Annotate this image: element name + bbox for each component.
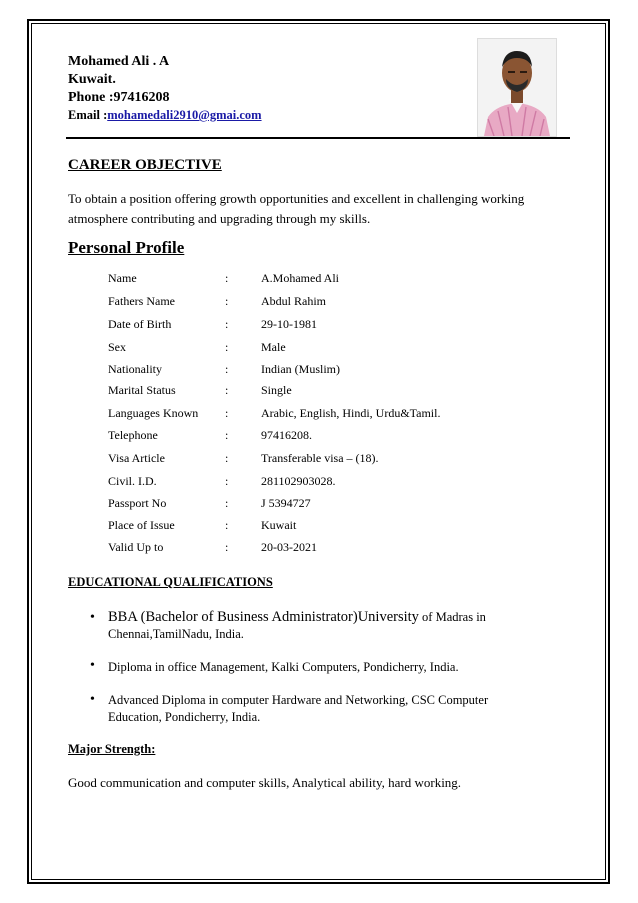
major-strength-heading: Major Strength: <box>68 742 156 756</box>
profile-value: J 5394727 <box>261 496 311 510</box>
profile-key: Nationality <box>108 362 162 376</box>
profile-separator: : <box>225 294 229 308</box>
education-item-advanced-diploma <box>108 692 568 726</box>
education-item-detail: Diploma in office Management, Kalki Computers, Pondicherry, India. <box>108 660 459 674</box>
profile-separator: : <box>225 474 229 488</box>
profile-value: 20-03-2021 <box>261 540 317 554</box>
bullet-icon: • <box>90 610 95 625</box>
profile-key: Telephone <box>108 428 158 442</box>
profile-value: Male <box>261 340 286 354</box>
profile-value: Abdul Rahim <box>261 294 326 308</box>
profile-separator: : <box>225 340 229 354</box>
profile-key: Passport No <box>108 496 167 510</box>
profile-key: Date of Birth <box>108 317 172 331</box>
profile-value: 281102903028. <box>261 474 336 488</box>
education-heading: EDUCATIONAL QUALIFICATIONS <box>68 575 273 589</box>
profile-key: Visa Article <box>108 451 165 465</box>
education-item-bba <box>108 609 568 643</box>
email-link[interactable]: mohamedali2910@gmai.com <box>107 108 262 122</box>
profile-key: Languages Known <box>108 406 199 420</box>
bullet-icon: • <box>90 692 95 707</box>
profile-key: Sex <box>108 340 126 354</box>
profile-separator: : <box>225 271 229 285</box>
profile-separator: : <box>225 317 229 331</box>
profile-key: Place of Issue <box>108 518 175 532</box>
profile-separator: : <box>225 383 229 397</box>
profile-separator: : <box>225 540 229 554</box>
profile-value: 29-10-1981 <box>261 317 317 331</box>
major-strength-text: Good communication and computer skills, Analytical ability, hard working. <box>68 775 462 790</box>
education-item-detail: of Madras in <box>418 610 486 624</box>
education-item-line2: Chennai,TamilNadu, India. <box>108 627 244 641</box>
bullet-icon: • <box>90 658 95 673</box>
education-item-title: BBA (Bachelor of Business Administrator)University <box>108 609 419 625</box>
career-objective-heading: CAREER OBJECTIVE <box>68 157 222 173</box>
email-label: Email : <box>68 108 108 122</box>
header-divider <box>66 137 570 139</box>
profile-key: Marital Status <box>108 383 176 397</box>
applicant-name: Mohamed Ali . A <box>68 54 170 69</box>
profile-separator: : <box>225 496 229 510</box>
profile-separator: : <box>225 406 229 420</box>
profile-value: Indian (Muslim) <box>261 362 340 376</box>
profile-separator: : <box>225 518 229 532</box>
education-item-detail: Advanced Diploma in computer Hardware and Networking, CSC Computer <box>108 693 489 707</box>
profile-key: Valid Up to <box>108 540 164 554</box>
profile-separator: : <box>225 428 229 442</box>
person-photo-icon <box>478 39 556 136</box>
profile-value: Arabic, English, Hindi, Urdu&Tamil. <box>261 406 441 420</box>
person-photo <box>477 38 557 137</box>
profile-value: Kuwait <box>261 518 297 532</box>
profile-value: Transferable visa – (18). <box>261 451 379 465</box>
profile-value: 97416208. <box>261 428 312 442</box>
applicant-email-line <box>68 107 262 124</box>
education-item-line2: Education, Pondicherry, India. <box>108 710 261 724</box>
profile-separator: : <box>225 451 229 465</box>
profile-value: A.Mohamed Ali <box>261 271 339 285</box>
profile-separator: : <box>225 362 229 376</box>
profile-key: Civil. I.D. <box>108 474 157 488</box>
applicant-location: Kuwait. <box>68 72 116 87</box>
profile-value: Single <box>261 383 292 397</box>
profile-key: Name <box>108 271 137 285</box>
education-item-diploma <box>108 659 568 676</box>
profile-key: Fathers Name <box>108 294 175 308</box>
personal-profile-heading: Personal Profile <box>68 238 185 257</box>
applicant-phone: Phone :97416208 <box>68 90 170 105</box>
career-objective-text: To obtain a position offering growth opportunities and excellent in challenging working atmosphere contributing and upgrading through my skills. <box>68 191 525 226</box>
